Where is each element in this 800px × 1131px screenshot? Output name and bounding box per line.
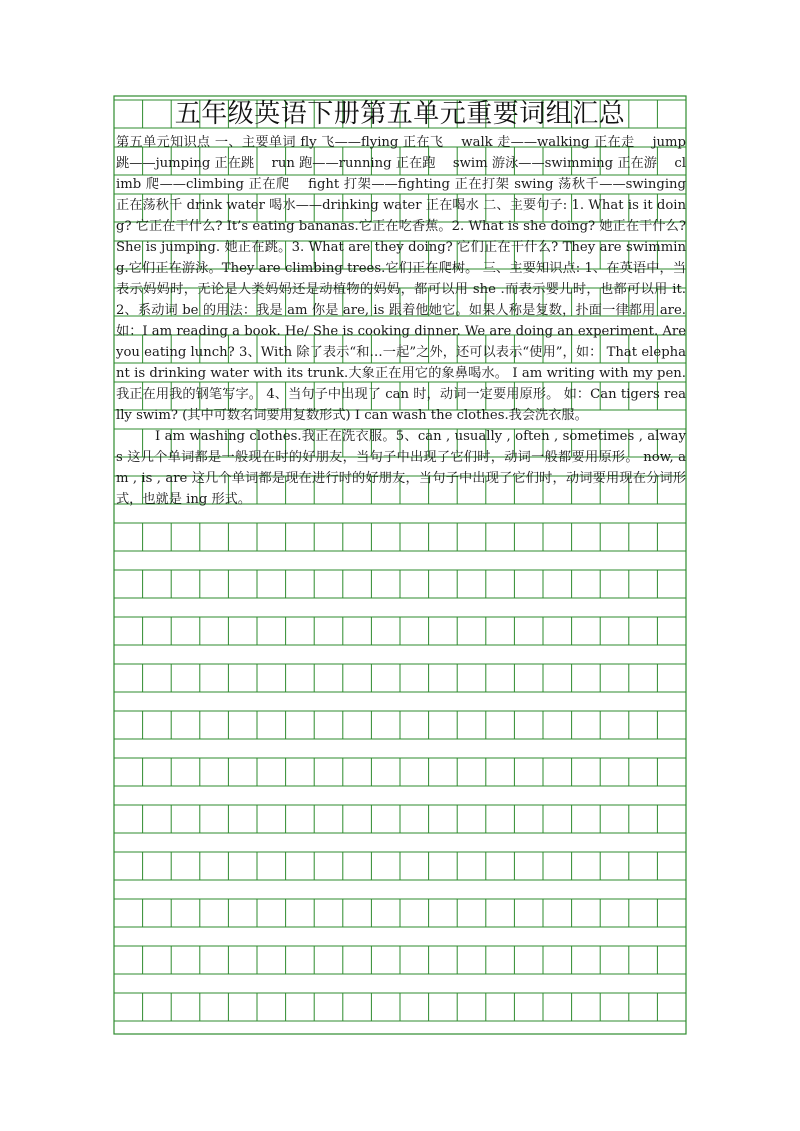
paragraph: 第五单元知识点 一、主要单词 fly 飞——flying 正在飞 walk 走——walking 正在走 jump 跳——jumping 正在跳 run 跑——running 正在跑 swim 游泳——swimming 正在游 climb 爬——climbing 正在爬 fight 打架——fighting 正在打架 swing 荡秋千——swinging 正在荡秋千 drink water 喝水——drinking water 正在喝水 二、主要句子: 1. What is it doing? 它正在干什么? It’s eating bananas.它正在吃香蕉。2. What is she doing? 她正在干什么? She is jumping. 她正在跳。3. What are they doing? 它们正在干什么? They are swimming.它们正在游泳。They are climbing trees.它们正在爬树。 三、主要知识点: 1、在英语中，当表示妈妈时，无论是人类妈妈还是动植物的妈妈，都可以用 she .而表示婴儿时，也都可以用 it. 2、系动词 be 的用法：我是 am 你是 are, is 跟着他她它。如果人称是复数，扑面一律都用 are. 如：I am reading a book. He/ She is cooking dinner. We are doing an experiment. Are you eating lunch? 3、With 除了表示“和…一起”之外，还可以表示“使用”，如： That elephant is drinking water with its trunk.大象正在用它的象鼻喝水。 I am writing with my pen.我正在用我的钢笔写字。 4、当句子中出现了 can 时，动词一定要用原形。 如：Can tigers really swim? (其中可数名词要用复数形式) I can wash the clothes.我会洗衣服。	[116, 135, 704, 423]
document-body	[116, 132, 704, 510]
paragraph: I am washing clothes.我正在洗衣服。5、can , usually , often , sometimes , always 这几个单词都是一般现在时的好朋友，当句子中出现了它们时，动词一般都要用原形。 now, am , is , are 这几个单词都是现在进行时的好朋友，当句子中出现了它们时，动词要用现在分词形式，也就是 ing 形式。	[116, 429, 686, 507]
page-title: 五年级英语下册第五单元重要词组汇总	[174, 99, 626, 129]
